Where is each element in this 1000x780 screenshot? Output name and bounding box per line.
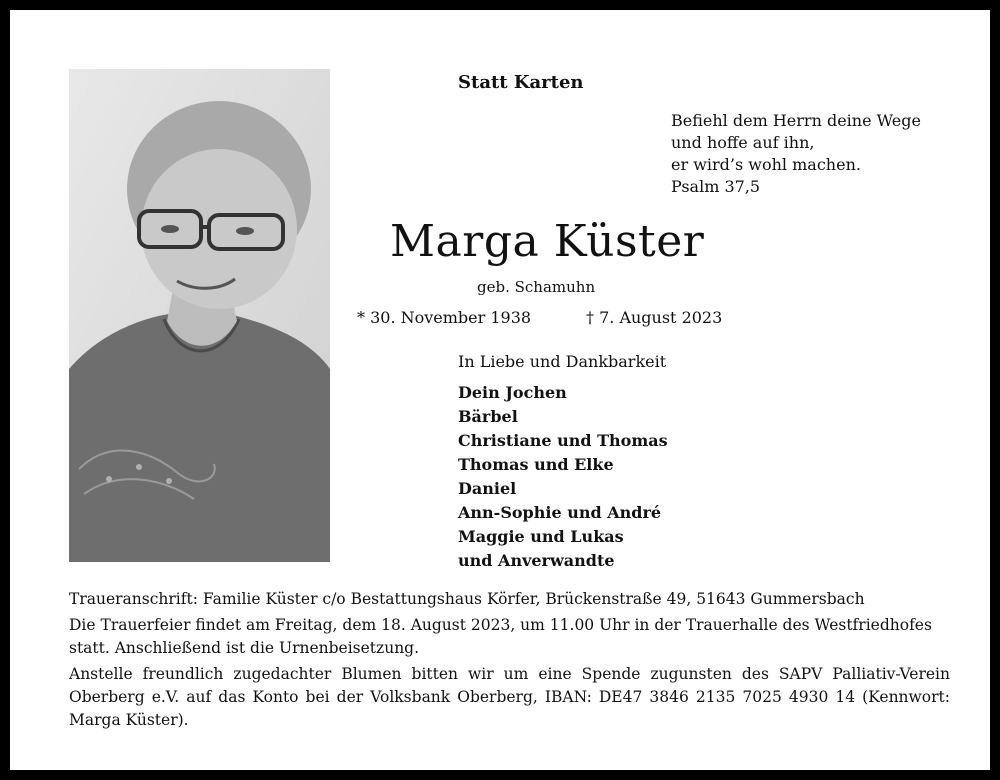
funeral-service-info: Die Trauerfeier findet am Freitag, dem 18. August 2023, um 11.00 Uhr in der Trauerhalle des Westfriedhofes statt. Anschließend ist die Urnenbeisetzung. [69, 616, 932, 657]
mourners-list [458, 381, 668, 573]
mourner-entry: Maggie und Lukas [458, 527, 624, 546]
birth-date: * 30. November 1938 [357, 308, 532, 327]
psalm-line: und hoffe auf ihn, [671, 133, 815, 152]
portrait-illustration [69, 69, 330, 562]
death-date: † 7. August 2023 [586, 308, 723, 327]
headline: Statt Karten [458, 72, 584, 93]
donation-request: Anstelle freundlich zugedachter Blumen bitten wir um eine Spende zugunsten des SAPV Palliativ-Verein Oberberg e.V. auf das Konto bei der Volksbank Oberberg, IBAN: DE47 3846 2135 7025 4930 14 (Kennwort: Marga Küster). [69, 665, 950, 729]
psalm-line: Befiehl dem Herrn deine Wege [671, 111, 921, 130]
mourning-address: Traueranschrift: Familie Küster c/o Bestattungshaus Körfer, Brückenstraße 49, 51643 Gummersbach [69, 590, 865, 608]
mourner-entry: Dein Jochen [458, 383, 567, 402]
mourner-entry: Christiane und Thomas [458, 431, 668, 450]
notice-details [69, 588, 950, 735]
psalm-reference: Psalm 37,5 [671, 177, 761, 196]
mourner-entry: Thomas und Elke [458, 455, 614, 474]
dedication-text: In Liebe und Dankbarkeit [458, 352, 667, 371]
mourner-entry: und Anverwandte [458, 551, 615, 570]
psalm-line: er wird’s wohl machen. [671, 155, 861, 174]
psalm-quote [671, 110, 921, 198]
maiden-name: geb. Schamuhn [477, 278, 596, 296]
portrait-photo [69, 69, 330, 562]
deceased-name: Marga Küster [390, 216, 705, 267]
mourner-entry: Bärbel [458, 407, 518, 426]
mourner-entry: Daniel [458, 479, 517, 498]
mourner-entry: Ann-Sophie und André [458, 503, 662, 522]
